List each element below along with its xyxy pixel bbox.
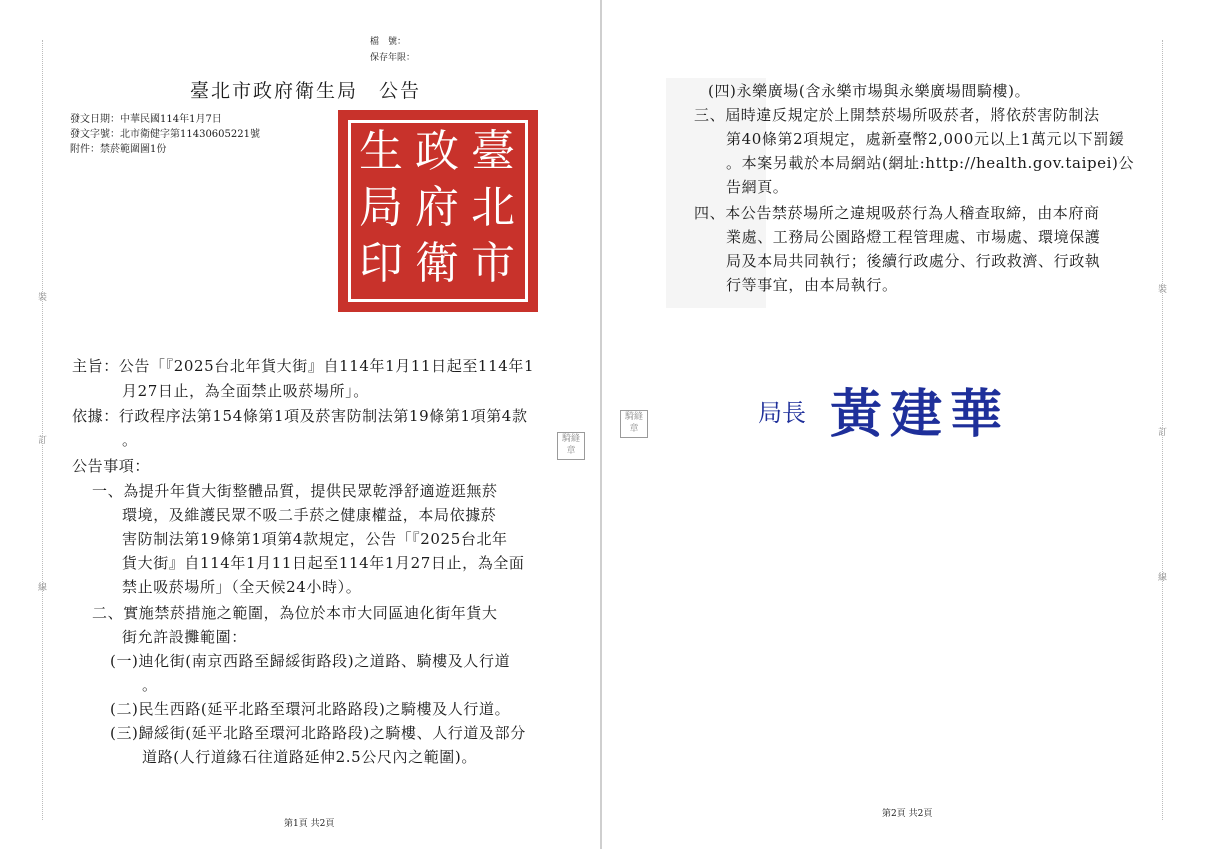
item-3-line: 。本案另載於本局網站(網址:http://health.gov.taipei)公	[726, 154, 1135, 172]
item-4-line: 局及本局共同執行；後續行政處分、行政救濟、行政執	[726, 252, 1101, 270]
item-1-line: 貨大街』自114年1月11日起至114年1月27日止，為全面	[122, 554, 525, 572]
subject-line-2: 月27日止，為全面禁止吸菸場所」。	[122, 382, 369, 400]
document-number: 發文字號：北市衛健字第11430605221號	[70, 129, 260, 140]
item-2-line: 街允許設攤範圍：	[122, 628, 247, 646]
margin-mark: 裝	[1158, 285, 1168, 295]
item-1-line: 一、為提升年貨大街整體品質，提供民眾乾淨舒適遊逛無菸	[92, 482, 498, 500]
item-1-line: 環境，及維護民眾不吸二手菸之健康權益，本局依據菸	[122, 506, 497, 524]
document-page-2	[602, 0, 1205, 849]
margin-mark: 線	[1158, 573, 1168, 583]
margin-mark: 裝	[38, 293, 48, 303]
subject-line-1: 主旨：公告「『2025台北年貨大街』自114年1月11日起至114年1	[72, 357, 535, 375]
small-stamp: 騎縫 章	[557, 432, 585, 460]
sub-item-3-line: (三)歸綏街(延平北路至環河北路路段)之騎樓、人行道及部分	[110, 724, 526, 742]
retention-label: 保存年限：	[370, 53, 416, 63]
sub-item-3-line: 道路(人行道緣石往道路延伸2.5公尺內之範圍)。	[142, 748, 477, 766]
page-footer: 第1頁 共2頁	[284, 819, 335, 829]
item-4-line: 四、本公告禁菸場所之違規吸菸行為人稽查取締，由本府商	[694, 204, 1100, 222]
binding-margin-line	[42, 40, 43, 820]
signature-title: 局長	[758, 399, 806, 427]
item-4-line: 行等事宜，由本局執行。	[726, 276, 898, 294]
sub-item-1-line: (一)迪化街(南京西路至歸綏街路段)之道路、騎樓及人行道	[110, 652, 511, 670]
sub-item-2-line: (二)民生西路(延平北路至環河北路路段)之騎樓及人行道。	[110, 700, 511, 718]
basis-line-1: 依據：行政程序法第154條第1項及菸害防制法第19條第1項第4款	[72, 407, 528, 425]
item-3-line: 三、屆時違反規定於上開禁菸場所吸菸者，將依菸害防制法	[694, 106, 1100, 124]
margin-mark: 訂	[38, 436, 48, 446]
official-seal: 臺北市 政府衛 生局印	[338, 110, 538, 312]
basis-line-2: 。	[122, 431, 138, 449]
item-1-line: 禁止吸菸場所」（全天候24小時）。	[122, 578, 362, 596]
item-3-line: 告網頁。	[726, 178, 789, 196]
sub-item-1-line: 。	[142, 676, 158, 694]
document-title: 臺北市政府衛生局 公告	[190, 80, 422, 102]
item-4-line: 業處、工務局公園路燈工程管理處、市場處、環境保護	[726, 228, 1101, 246]
item-1-line: 害防制法第19條第1項第4款規定，公告「『2025台北年	[122, 530, 508, 548]
file-number-label: 檔 號：	[370, 37, 407, 47]
item-2-line: 二、實施禁菸措施之範圍，為位於本市大同區迪化街年貨大	[92, 604, 498, 622]
margin-mark: 線	[38, 583, 48, 593]
signature-name: 黃建華	[830, 384, 1011, 445]
document-page-1	[0, 0, 600, 849]
margin-mark: 訂	[1158, 428, 1168, 438]
notice-heading: 公告事項：	[72, 457, 151, 475]
sub-item-4-line: (四)永樂廣場(含永樂市場與永樂廣場間騎樓)。	[708, 82, 1031, 100]
issue-date: 發文日期：中華民國114年1月7日	[70, 114, 222, 125]
attachment-note: 附件：禁菸範圍圖1份	[70, 144, 167, 155]
item-3-line: 第40條第2項規定，處新臺幣2,000元以上1萬元以下罰鍰	[726, 130, 1125, 148]
small-stamp: 騎縫 章	[620, 410, 648, 438]
page-footer: 第2頁 共2頁	[882, 809, 933, 819]
